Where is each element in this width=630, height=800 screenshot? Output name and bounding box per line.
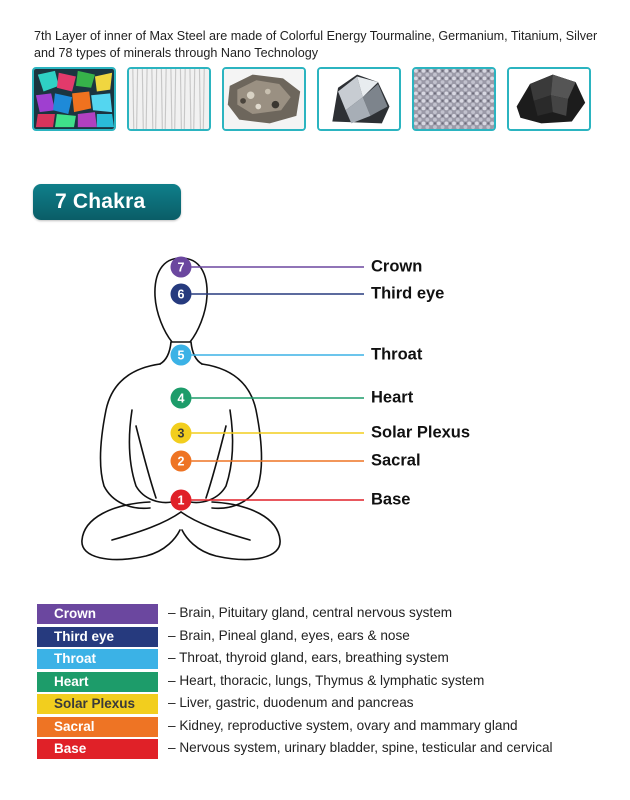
legend-row (37, 603, 607, 626)
black-tourmaline-image (507, 67, 591, 131)
chakra-label: Solar Plexus (371, 423, 471, 442)
silver-granules-image (412, 67, 496, 131)
chakra-marker-number: 6 (177, 287, 185, 302)
legend-chakra-name: Sacral (37, 717, 158, 737)
mineral-image-strip (32, 67, 592, 133)
legend-chakra-name: Throat (37, 649, 158, 669)
chakra-label: Crown (371, 257, 423, 276)
legend-chakra-description: – Brain, Pineal gland, eyes, ears & nose (168, 627, 410, 643)
chakra-legend (37, 603, 607, 761)
chakra-label: Base (371, 490, 411, 509)
legend-row (37, 626, 607, 649)
legend-chakra-name: Crown (37, 604, 158, 624)
titanium-rock-image (317, 67, 401, 131)
legend-chakra-name: Third eye (37, 627, 158, 647)
chakra-marker-number: 7 (177, 260, 185, 275)
chakra-label: Throat (371, 345, 423, 364)
legend-chakra-name: Heart (37, 672, 158, 692)
legend-chakra-description: – Brain, Pituitary gland, central nervous system (168, 605, 453, 620)
meditating-body-outline (0, 240, 630, 580)
legend-chakra-description: – Kidney, reproductive system, ovary and mammary gland (168, 717, 518, 733)
gray-rock-image (222, 67, 306, 131)
legend-chakra-description: – Heart, thoracic, lungs, Thymus & lymphatic system (168, 672, 485, 688)
chakra-marker-number: 5 (177, 348, 185, 363)
chakra-marker-number: 1 (177, 493, 185, 508)
legend-chakra-description: – Liver, gastric, duodenum and pancreas (168, 695, 414, 710)
chakra-markers (171, 257, 365, 511)
white-fibers-image (127, 67, 211, 131)
legend-chakra-description: – Nervous system, urinary bladder, spine, testicular and cervical (168, 740, 553, 755)
legend-row (37, 738, 607, 761)
chakra-label: Sacral (371, 451, 421, 470)
legend-row (37, 648, 607, 671)
legend-row (37, 693, 607, 716)
chakra-label: Heart (371, 388, 414, 407)
intro-text: 7th Layer of inner of Max Steel are made of Colorful Energy Tourmaline, Germanium, Titanium, Silver and 78 types of minerals through Nano Technology (34, 29, 598, 60)
chakra-marker-number: 3 (177, 426, 185, 441)
section-title-badge: 7 Chakra (33, 184, 181, 220)
legend-chakra-description: – Throat, thyroid gland, ears, breathing system (168, 650, 449, 665)
legend-chakra-name: Solar Plexus (37, 694, 158, 714)
chakra-marker-number: 2 (177, 454, 185, 469)
legend-chakra-name: Base (37, 739, 158, 759)
legend-row (37, 671, 607, 694)
chakra-figure (0, 240, 630, 580)
chakra-label: Third eye (371, 284, 445, 303)
gemstones-image (32, 67, 116, 131)
chakra-marker-number: 4 (177, 391, 185, 406)
legend-row (37, 716, 607, 739)
